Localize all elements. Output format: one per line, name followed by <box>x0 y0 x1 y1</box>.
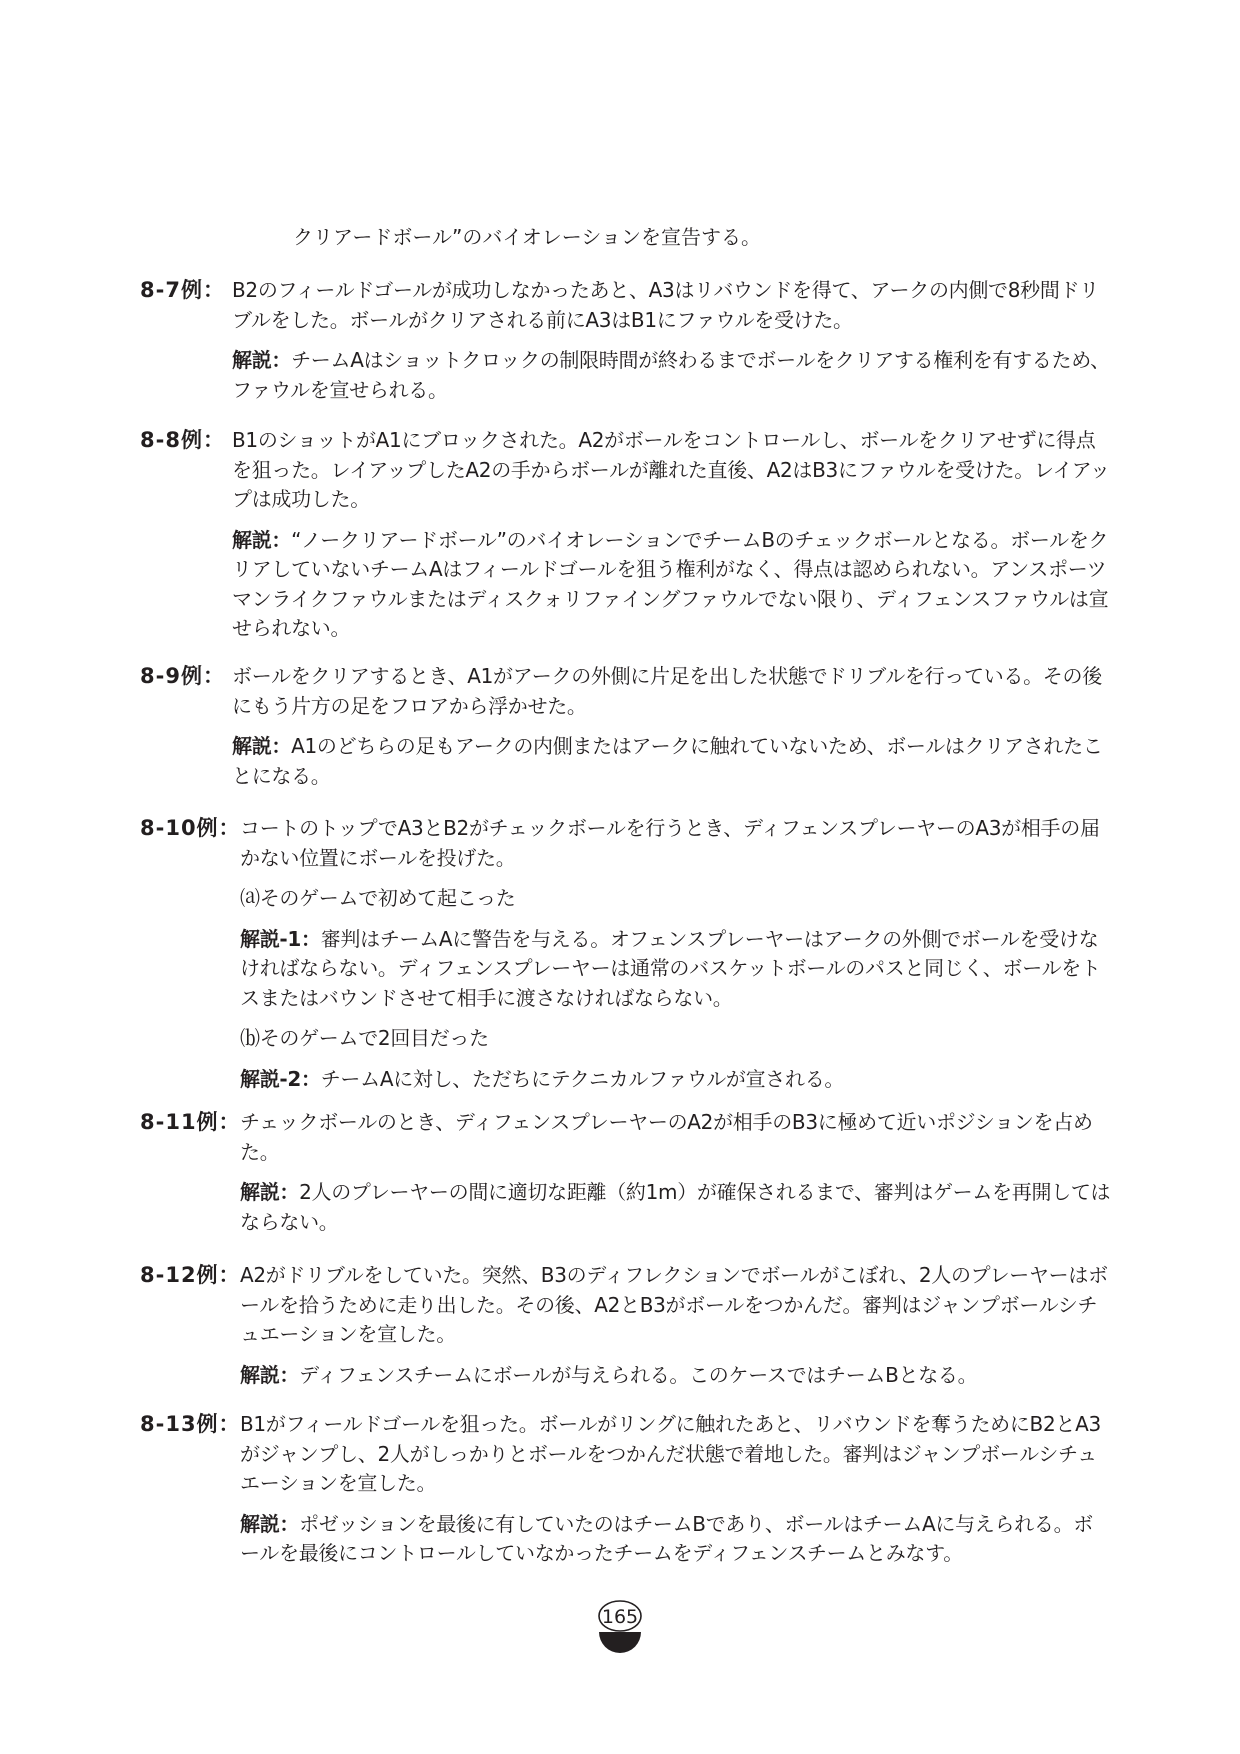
answer-text: チームAに対し、ただちにテクニカルファウルが宣される。 <box>320 1066 845 1091</box>
example-answer <box>240 1510 1112 1569</box>
example-answer <box>240 1361 1112 1391</box>
example-question: A2がドリブルをしていた。突然、B3のディフレクションでボールがこぼれ、2人のプレーヤーはボールを拾うために走り出した。その後、A2とB3がボールをつかんだ。審判はジャンプボールシチュエーションを宣した。 <box>240 1263 1108 1346</box>
example-8-10 <box>0 814 1240 1094</box>
example-label: 8-7例： <box>140 278 225 302</box>
answer-key: 解説-2： <box>240 1066 321 1091</box>
example-question: ボールをクリアするとき、A1がアークの外側に片足を出した状態でドリブルを行っている。その後にもう片方の足をフロアから浮かせた。 <box>232 664 1102 718</box>
answer-key: 解説： <box>240 1362 300 1387</box>
answer-key: 解説： <box>232 348 292 372</box>
answer-text: 2人のプレーヤーの間に適切な距離（約1m）が確保されるまで、審判はゲームを再開してはならない。 <box>240 1180 1111 1234</box>
example-label: 8-8例： <box>140 428 225 452</box>
answer-text: 審判はチームAに警告を与える。オフェンスプレーヤーはアークの外側でボールを受けなければならない。ディフェンスプレーヤーは通常のバスケットボールのパスと同じく、ボールをトスまたはバウンドさせて相手に渡さなければならない。 <box>240 926 1101 1010</box>
example-question: B2のフィールドゴールが成功しなかったあと、A3はリバウンドを得て、アークの内側で8秒間ドリブルをした。ボールがクリアされる前にA3はB1にファウルを受けた。 <box>232 278 1099 332</box>
example-answer <box>232 732 1112 791</box>
answer-text: チームAはショットクロックの制限時間が終わるまでボールをクリアする権利を有するため、ファウルを宣せられる。 <box>232 348 1110 402</box>
example-label: 8-12例： <box>140 1263 241 1287</box>
example-question: B1のショットがA1にブロックされた。A2がボールをコントロールし、ボールをクリアせずに得点を狙った。レイアップしたA2の手からボールが離れた直後、A2はB3にファウルを受けた。レイアップは成功した。 <box>232 428 1110 511</box>
answer-key: 解説-1： <box>240 926 321 951</box>
example-8-11 <box>0 1108 1240 1237</box>
answer-key: 解説： <box>240 1511 300 1536</box>
example-answer <box>232 526 1112 644</box>
example-8-7 <box>0 276 1240 405</box>
example-question: B1がフィールドゴールを狙った。ボールがリングに触れたあと、リバウンドを奪うためにB2とA3がジャンプし、2人がしっかりとボールをつかんだ状態で着地した。審判はジャンプボールシチュエーションを宣した。 <box>240 1412 1101 1495</box>
example-8-13 <box>0 1410 1240 1569</box>
continuation-text: クリアードボール”のバイオレーションを宣告する。 <box>293 225 761 249</box>
example-8-8 <box>0 426 1240 644</box>
example-question: コートのトップでA3とB2がチェックボールを行うとき、ディフェンスプレーヤーのA3が相手の届かない位置にボールを投げた。 <box>240 816 1100 870</box>
example-answer <box>240 1178 1112 1237</box>
answer-text: A1のどちらの足もアークの内側またはアークに触れていないため、ボールはクリアされたことになる。 <box>232 734 1103 788</box>
example-8-12 <box>0 1261 1240 1390</box>
example-answer <box>240 925 1112 1014</box>
answer-text: ポゼッションを最後に有していたのはチームBであり、ボールはチームAに与えられる。ボールを最後にコントロールしていなかったチームをディフェンスチームとみなす。 <box>240 1511 1094 1565</box>
example-answer <box>232 346 1112 405</box>
page-number-badge <box>595 1596 645 1656</box>
answer-key: 解説： <box>232 527 292 552</box>
example-answer <box>240 1065 1112 1095</box>
example-question: チェックボールのとき、ディフェンスプレーヤーのA2が相手のB3に極めて近いポジションを占めた。 <box>240 1110 1093 1164</box>
answer-text: ディフェンスチームにボールが与えられる。このケースではチームBとなる。 <box>299 1362 978 1387</box>
page-number-base-shape <box>599 1632 641 1653</box>
example-8-9 <box>0 662 1240 791</box>
case-b: ⒝そのゲームで2回目だった <box>240 1026 489 1050</box>
answer-text: “ノークリアードボール”のバイオレーションでチームBのチェックボールとなる。ボールをクリアしていないチームAはフィールドゴールを狙う権利がなく、得点は認められない。アンスポーツマンライクファウルまたはディスクォリファイングファウルでない限り、ディフェンスファウルは宣せられない。 <box>232 527 1109 640</box>
example-label: 8-10例： <box>140 816 241 840</box>
example-label: 8-13例： <box>140 1412 241 1436</box>
case-a: ⒜そのゲームで初めて起こった <box>240 886 516 910</box>
answer-key: 解説： <box>232 734 292 758</box>
example-label: 8-11例： <box>140 1110 241 1134</box>
page-number: 165 <box>601 1606 639 1628</box>
example-label: 8-9例： <box>140 664 225 688</box>
answer-key: 解説： <box>240 1180 300 1204</box>
